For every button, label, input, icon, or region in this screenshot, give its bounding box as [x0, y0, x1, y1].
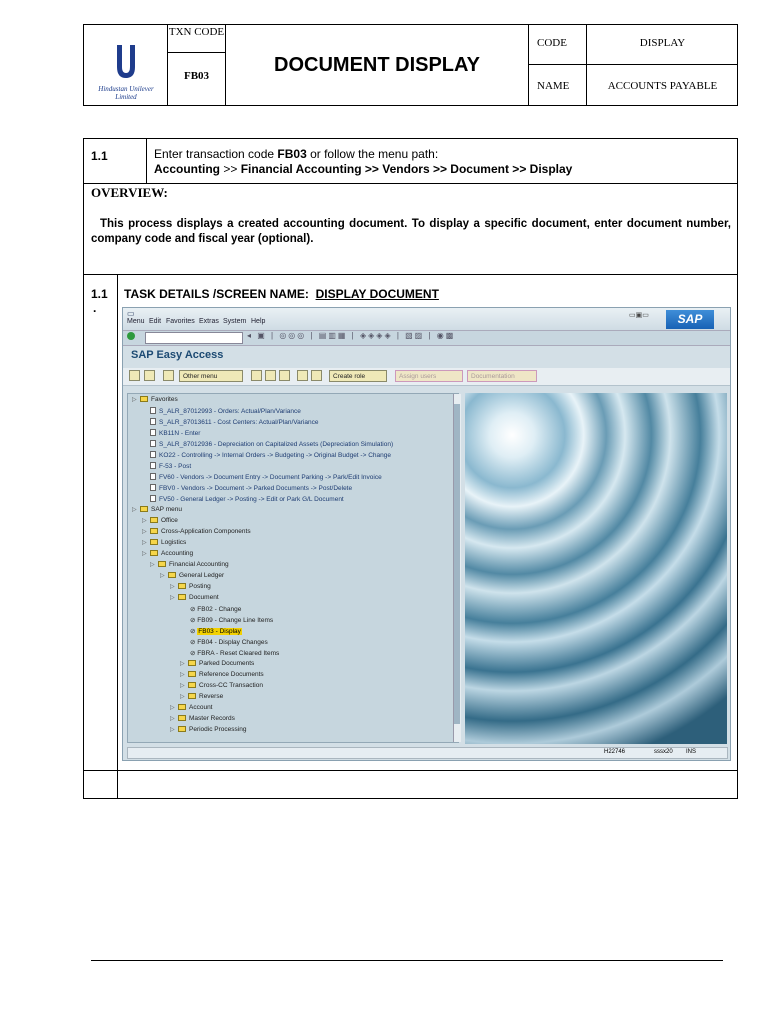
tree-favorite[interactable] — [150, 418, 318, 426]
tree-node-label: Posting — [189, 583, 211, 590]
tree-favorite[interactable] — [150, 451, 391, 459]
expand-arrow-icon[interactable]: ▷ — [170, 716, 175, 722]
transaction-doc-icon — [150, 462, 156, 469]
tree-folder[interactable] — [132, 506, 182, 513]
tree-node-label: Favorites — [151, 396, 178, 403]
tree-folder[interactable] — [170, 583, 211, 590]
menu-item-favorites[interactable]: Favorites — [166, 318, 195, 325]
transaction-doc-icon — [150, 484, 156, 491]
status-server: sssx20 — [654, 749, 673, 755]
folder-icon — [188, 671, 196, 677]
tree-node-label: Cross-Application Components — [161, 528, 251, 535]
tree-folder[interactable] — [132, 396, 178, 403]
tree-favorite[interactable] — [150, 495, 344, 503]
status-system: H22746 — [604, 749, 626, 755]
tree-node-label: KB11N - Enter — [159, 430, 201, 437]
business-workplace-icon[interactable] — [163, 370, 174, 381]
expand-arrow-icon[interactable]: ▷ — [142, 540, 147, 546]
tree-node-label: Account — [189, 704, 213, 711]
sap-logo: SAP — [666, 310, 714, 329]
tree-favorite[interactable] — [150, 440, 393, 448]
menu-item-extras[interactable]: Extras — [199, 318, 219, 325]
expand-arrow-icon[interactable]: ▷ — [180, 661, 185, 667]
tree-node-label: FB04 - Display Changes — [197, 639, 268, 646]
delete-favorite-icon[interactable] — [265, 370, 276, 381]
folder-icon — [150, 528, 158, 534]
expand-arrow-icon[interactable]: ▷ — [180, 694, 185, 700]
application-toolbar — [123, 368, 730, 386]
screen-name: DISPLAY DOCUMENT — [315, 287, 439, 301]
transaction-doc-icon — [150, 418, 156, 425]
tree-folder[interactable] — [180, 693, 223, 700]
tree-folder[interactable] — [142, 539, 186, 546]
tree-scrollbar[interactable] — [453, 394, 461, 742]
expand-arrow-icon[interactable]: ▷ — [150, 562, 155, 568]
tree-favorite[interactable] — [150, 462, 191, 470]
documentation-button[interactable]: Documentation — [467, 370, 537, 382]
folder-icon — [188, 660, 196, 666]
tree-transaction[interactable] — [190, 638, 268, 646]
tree-node-label: S_ALR_87012936 - Depreciation on Capitalized Assets (Depreciation Simulation) — [159, 441, 394, 448]
tree-folder[interactable] — [180, 671, 264, 678]
transaction-doc-icon — [150, 473, 156, 480]
folder-icon — [140, 506, 148, 512]
company-name: Hindustan Unilever Limited — [98, 85, 154, 101]
txn-code-label: TXN CODE — [168, 25, 226, 53]
transaction-icon: ⊘ — [190, 606, 198, 613]
tree-transaction[interactable] — [190, 649, 279, 657]
tree-folder[interactable] — [180, 682, 263, 689]
transaction-icon: ⊘ — [190, 650, 198, 657]
tree-folder[interactable] — [170, 726, 246, 733]
txn-code-value: FB03 — [168, 53, 226, 106]
transaction-doc-icon — [150, 407, 156, 414]
folder-icon — [150, 539, 158, 545]
footer-divider — [91, 960, 723, 961]
tree-folder[interactable] — [180, 660, 254, 667]
command-field[interactable] — [145, 332, 243, 344]
tree-folder[interactable] — [142, 550, 193, 557]
expand-arrow-icon[interactable]: ▷ — [142, 551, 147, 557]
expand-arrow-icon[interactable]: ▷ — [180, 683, 185, 689]
tree-folder[interactable] — [142, 517, 178, 524]
transaction-doc-icon — [150, 429, 156, 436]
tree-node-label: F-53 - Post — [159, 463, 192, 470]
tree-node-label: Master Records — [189, 715, 235, 722]
expand-arrow-icon[interactable]: ▷ — [132, 397, 137, 403]
transaction-doc-icon — [150, 451, 156, 458]
folder-icon — [168, 572, 176, 578]
tree-favorite[interactable] — [150, 407, 301, 415]
tree-folder[interactable] — [170, 715, 235, 722]
expand-arrow-icon[interactable]: ▷ — [170, 584, 175, 590]
tree-node-label: KO22 - Controlling -> Internal Orders -> Budgeting -> Original Budget -> Change — [159, 452, 391, 459]
menu-item-edit[interactable]: Edit — [149, 318, 162, 325]
window-controls-icon[interactable]: ▭▣▭ — [629, 312, 649, 319]
tree-node-label: Reverse — [199, 693, 224, 700]
tree-folder[interactable] — [150, 561, 229, 568]
tree-node-label: Reference Documents — [199, 671, 264, 678]
task-number-dot: . — [93, 301, 97, 315]
tree-node-label: S_ALR_87013611 - Cost Centers: Actual/Plan/Variance — [159, 419, 319, 426]
tree-favorite[interactable] — [150, 429, 200, 437]
expand-arrow-icon[interactable]: ▷ — [180, 672, 185, 678]
folder-icon — [150, 517, 158, 523]
transaction-icon: ⊘ — [190, 639, 198, 646]
tree-folder[interactable] — [142, 528, 251, 535]
tree-node-label: Logistics — [161, 539, 187, 546]
tree-node-label: Parked Documents — [199, 660, 255, 667]
task-number: 1.1 — [91, 287, 108, 301]
transaction-icon: ⊘ — [190, 628, 198, 635]
sap-screenshot — [122, 307, 731, 761]
tree-node-label: FB09 - Change Line Items — [197, 617, 274, 624]
transaction-icon: ⊘ — [190, 617, 198, 624]
page-title: DOCUMENT DISPLAY — [226, 25, 529, 106]
tree-node-label: FBRA - Reset Cleared Items — [197, 650, 280, 657]
transaction-doc-icon — [150, 440, 156, 447]
tree-node-label: FBV0 - Vendors -> Document -> Parked Documents -> Post/Delete — [159, 485, 353, 492]
menu-path-rest: Financial Accounting >> Vendors >> Document >> Display — [240, 162, 573, 176]
task-details: TASK DETAILS /SCREEN NAME: DISPLAY DOCUMENT — [124, 287, 439, 301]
name-value: ACCOUNTS PAYABLE — [607, 80, 718, 92]
expand-arrow-icon[interactable]: ▷ — [170, 595, 175, 601]
sap-menubar — [123, 308, 730, 330]
assign-users-button[interactable]: Assign users — [395, 370, 463, 382]
expand-arrow-icon[interactable]: ▷ — [132, 507, 137, 513]
overview-text: This process displays a created accounting document. To display a specific document, enter document number, company code and fiscal year (optional). — [91, 218, 731, 245]
move-down-icon[interactable] — [297, 370, 308, 381]
expand-arrow-icon[interactable]: ▷ — [142, 518, 147, 524]
tree-node-label: Office — [161, 517, 178, 524]
create-role-button[interactable]: Create role — [329, 370, 387, 382]
sap-toolbar — [123, 330, 730, 346]
toolbar-icons[interactable]: ◂ ▣ | ◎◎◎ | ▤▥▦ | ◈◈◈◈ | ▧▨ | ◉▩ — [247, 331, 456, 340]
tree-favorite[interactable] — [150, 473, 382, 481]
tree-transaction[interactable] — [190, 616, 273, 624]
header-table — [83, 24, 738, 106]
overview-heading: OVERVIEW: — [91, 185, 168, 200]
user-menu-icon[interactable] — [129, 370, 140, 381]
tree-node-label: Accounting — [161, 550, 194, 557]
status-mode: INS — [686, 749, 697, 755]
tree-node-label: S_ALR_87012993 - Orders: Actual/Plan/Variance — [159, 408, 301, 415]
folder-icon — [188, 682, 196, 688]
expand-arrow-icon[interactable]: ▷ — [160, 573, 165, 579]
tree-transaction[interactable] — [190, 627, 242, 635]
folder-icon — [178, 594, 186, 600]
logo-cell — [84, 25, 168, 106]
folder-icon — [178, 715, 186, 721]
folder-icon — [150, 550, 158, 556]
tree-node-label: Financial Accounting — [169, 561, 229, 568]
folder-icon — [178, 726, 186, 732]
tree-node-label: Document — [189, 594, 219, 601]
tree-node-label: FB03 - Display — [198, 628, 241, 635]
tree-node-label: General Ledger — [179, 572, 225, 579]
menu-item-system[interactable]: System — [223, 318, 247, 325]
tree-node-label: SAP menu — [151, 506, 182, 513]
tree-folder[interactable] — [170, 594, 219, 601]
name-label: NAME — [529, 65, 587, 106]
expand-arrow-icon[interactable]: ▷ — [170, 727, 175, 733]
sap-screen-title: SAP Easy Access — [131, 349, 224, 361]
code-value: DISPLAY — [587, 25, 738, 65]
transaction-doc-icon — [150, 495, 156, 502]
menu-item-help[interactable]: Help — [251, 318, 266, 325]
enter-icon[interactable] — [127, 332, 135, 340]
sap-menu-tree — [127, 393, 459, 743]
folder-icon — [178, 704, 186, 710]
water-ripple-image — [465, 393, 727, 744]
expand-arrow-icon[interactable]: ▷ — [142, 529, 147, 535]
tree-node-label: FV60 - Vendors -> Document Entry -> Document Parking -> Park/Edit Invoice — [159, 474, 382, 481]
menu-item-menu[interactable]: Menu — [127, 318, 145, 325]
expand-arrow-icon[interactable]: ▷ — [170, 705, 175, 711]
add-favorite-icon[interactable] — [251, 370, 262, 381]
move-up-icon[interactable] — [311, 370, 322, 381]
step-instruction: Enter transaction code FB03 or follow the menu path: Accounting >> Financial Accounting >> Vendors >> Document >> Display — [154, 147, 573, 176]
tree-folder[interactable] — [170, 704, 213, 711]
tree-node-label: FB02 - Change — [197, 606, 242, 613]
tree-node-label: Periodic Processing — [189, 726, 247, 733]
folder-icon — [140, 396, 148, 402]
window-icon[interactable]: ▭ — [127, 309, 135, 318]
folder-icon — [188, 693, 196, 699]
sap-menu-icon[interactable] — [144, 370, 155, 381]
other-menu-button[interactable]: Other menu — [179, 370, 243, 382]
tree-favorite[interactable] — [150, 484, 352, 492]
folder-icon — [178, 583, 186, 589]
tree-folder[interactable] — [160, 572, 224, 579]
menu-path-accounting: Accounting — [154, 162, 220, 176]
code-label: CODE — [529, 25, 587, 65]
step-number: 1.1 — [91, 149, 108, 163]
status-bar — [127, 747, 728, 759]
tree-transaction[interactable] — [190, 605, 241, 613]
change-favorite-icon[interactable] — [279, 370, 290, 381]
tree-node-label: Cross-CC Transaction — [199, 682, 263, 689]
unilever-logo-icon — [115, 43, 137, 81]
folder-icon — [158, 561, 166, 567]
tree-node-label: FV50 - General Ledger -> Posting -> Edit or Park G/L Document — [159, 496, 344, 503]
txn-code-inline: FB03 — [277, 147, 307, 161]
